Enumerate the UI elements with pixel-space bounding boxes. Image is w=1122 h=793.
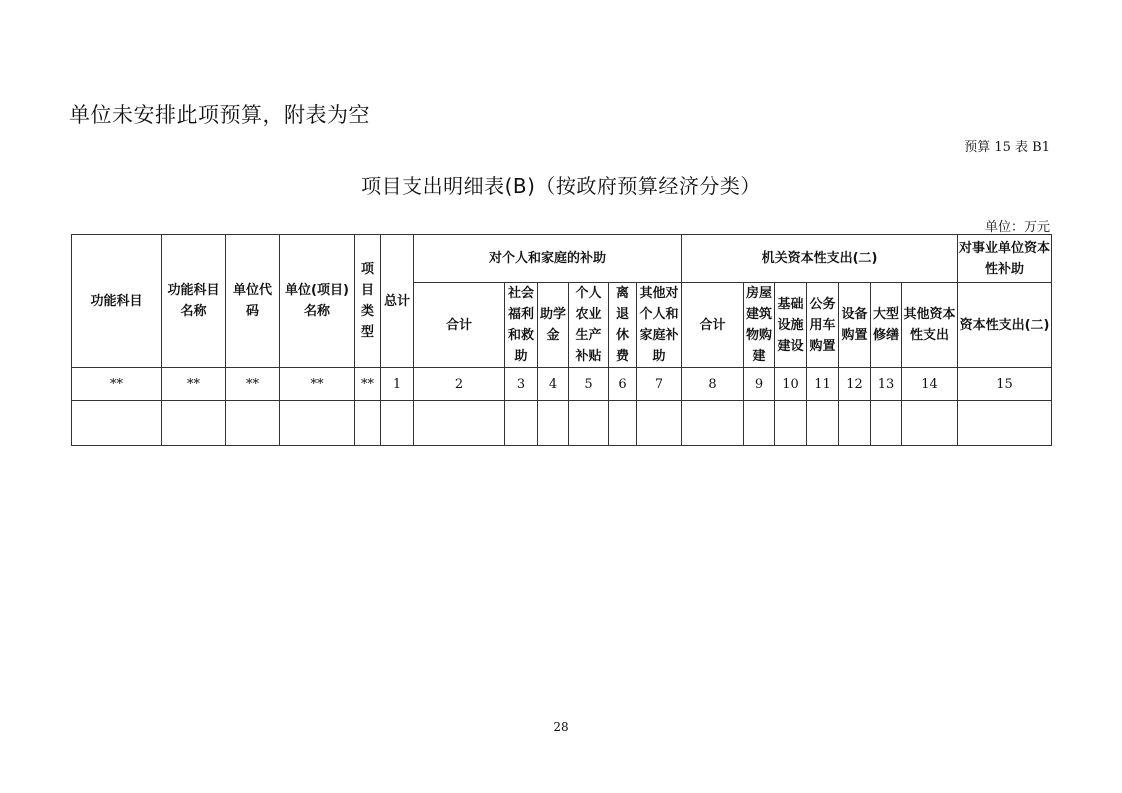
header-unit-code: 单位代码 bbox=[226, 235, 280, 368]
table-row-empty bbox=[72, 401, 1052, 446]
header-project-type: 项目类型 bbox=[355, 235, 381, 368]
header-func-subject: 功能科目 bbox=[72, 235, 162, 368]
column-number-cell: 5 bbox=[569, 368, 609, 401]
column-number-cell: 1 bbox=[381, 368, 414, 401]
header-group-enterprise: 对事业单位资本性补助 bbox=[958, 235, 1052, 283]
header-capital-building: 房屋建筑物购建 bbox=[744, 283, 775, 368]
column-number-cell: 12 bbox=[839, 368, 871, 401]
header-group-capital: 机关资本性支出(二) bbox=[682, 235, 958, 283]
header-personal-other: 其他对个人和家庭补助 bbox=[637, 283, 682, 368]
header-personal-retirement: 离退休费 bbox=[609, 283, 637, 368]
column-number-cell: ** bbox=[280, 368, 355, 401]
header-unit-project-name: 单位(项目)名称 bbox=[280, 235, 355, 368]
column-number-cell: 4 bbox=[538, 368, 569, 401]
table-cell bbox=[355, 401, 381, 446]
table-cell bbox=[162, 401, 226, 446]
header-capital-subtotal: 合计 bbox=[682, 283, 744, 368]
column-number-cell: 9 bbox=[744, 368, 775, 401]
table-cell bbox=[414, 401, 505, 446]
empty-notice: 单位未安排此项预算，附表为空 bbox=[69, 103, 370, 127]
form-code: 预算 15 表 B1 bbox=[964, 140, 1050, 155]
header-func-subject-name: 功能科目名称 bbox=[162, 235, 226, 368]
table-cell bbox=[505, 401, 538, 446]
table-cell bbox=[871, 401, 902, 446]
header-total: 总计 bbox=[381, 235, 414, 368]
header-personal-scholarship: 助学金 bbox=[538, 283, 569, 368]
table-cell bbox=[538, 401, 569, 446]
table-cell bbox=[637, 401, 682, 446]
header-capital-infrastructure: 基础设施建设 bbox=[775, 283, 807, 368]
header-capital-vehicle: 公务用车购置 bbox=[807, 283, 839, 368]
header-group-personal: 对个人和家庭的补助 bbox=[414, 235, 682, 283]
table-cell bbox=[226, 401, 280, 446]
column-number-cell: 3 bbox=[505, 368, 538, 401]
header-capital-repair: 大型修缮 bbox=[871, 283, 902, 368]
page-number: 28 bbox=[553, 720, 569, 734]
column-number-cell: ** bbox=[355, 368, 381, 401]
header-capital-other: 其他资本性支出 bbox=[902, 283, 958, 368]
unit-label: 单位：万元 bbox=[984, 220, 1050, 235]
header-personal-subtotal: 合计 bbox=[414, 283, 505, 368]
budget-table bbox=[71, 234, 1052, 446]
table-cell bbox=[839, 401, 871, 446]
column-number-cell: 11 bbox=[807, 368, 839, 401]
header-capital-equipment: 设备购置 bbox=[839, 283, 871, 368]
column-number-cell: ** bbox=[72, 368, 162, 401]
column-number-cell: 8 bbox=[682, 368, 744, 401]
header-row-1 bbox=[72, 235, 1052, 283]
column-number-cell: 6 bbox=[609, 368, 637, 401]
header-personal-agri-subsidy: 个人农业生产补贴 bbox=[569, 283, 609, 368]
table-cell bbox=[72, 401, 162, 446]
column-number-cell: 2 bbox=[414, 368, 505, 401]
table-cell bbox=[902, 401, 958, 446]
header-personal-welfare: 社会福利和救助 bbox=[505, 283, 538, 368]
table-cell bbox=[381, 401, 414, 446]
table-cell bbox=[744, 401, 775, 446]
table-cell bbox=[280, 401, 355, 446]
column-number-cell: 14 bbox=[902, 368, 958, 401]
table-cell bbox=[958, 401, 1052, 446]
column-number-cell: 13 bbox=[871, 368, 902, 401]
column-number-row bbox=[72, 368, 1052, 401]
column-number-cell: ** bbox=[226, 368, 280, 401]
column-number-cell: 10 bbox=[775, 368, 807, 401]
table-cell bbox=[775, 401, 807, 446]
table-cell bbox=[807, 401, 839, 446]
header-enterprise-capital-expense: 资本性支出(二) bbox=[958, 283, 1052, 368]
column-number-cell: 7 bbox=[637, 368, 682, 401]
table-cell bbox=[569, 401, 609, 446]
table-cell bbox=[609, 401, 637, 446]
table-cell bbox=[682, 401, 744, 446]
column-number-cell: ** bbox=[162, 368, 226, 401]
page-title: 项目支出明细表(B)（按政府预算经济分类） bbox=[361, 174, 761, 198]
column-number-cell: 15 bbox=[958, 368, 1052, 401]
